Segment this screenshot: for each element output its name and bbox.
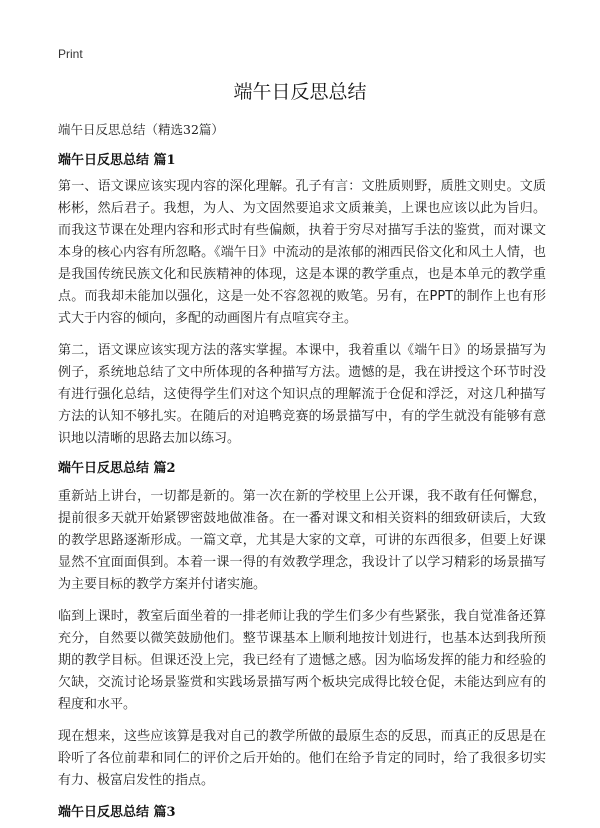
paragraph: 第二，语文课应该实现方法的落实掌握。本课中，我着重以《端午日》的场景描写为例子，系统地总结了文中所体现的各种描写方法。遗憾的是，我在讲授这个环节时没有进行强化总结，这使得学生们对这个知识点的理解流于仓促和浮泛，对这几种描写方法的认知不够扎实。在随后的对追鸭竞赛的场景描写中，有的学生就没有能够有意识地以清晰的思路去加以练习。: [58, 343, 546, 446]
paragraph: 临到上课时，教室后面坐着的一排老师让我的学生们多少有些紧张，我自觉准备还算充分，自然要以微笑鼓励他们。整节课基本上顺利地按计划进行，也基本达到我所预期的教学目标。但课还没上完，我已经有了遗憾之感。因为临场发挥的能力和经验的欠缺，交流讨论场景鉴赏和实践场景描写两个板块完成得比较仓促，未能达到应有的程度和水平。: [58, 609, 546, 712]
document-subtitle: 端午日反思总结（精选32篇）: [58, 122, 224, 137]
print-link[interactable]: Print: [58, 47, 83, 61]
paragraph: 重新站上讲台，一切都是新的。第一次在新的学校里上公开课，我不敢有任何懈怠，提前很多天就开始紧锣密鼓地做准备。在一番对课文和相关资料的细致研读后，大致的教学思路逐渐形成。一篇文章，尤其是大家的文章，可讲的东西很多，但要上好课显然不宜面面俱到。本着一课一得的有效教学理念，我设计了以学习精彩的场景描写为主要目标的教学方案并付诸实施。: [58, 489, 546, 592]
paragraph: 第一、语文课应该实现内容的深化理解。孔子有言：文胜质则野，质胜文则史。文质彬彬，然后君子。我想，为人、为文固然要追求文质兼美，上课也应该以此为旨归。而我这节课在处理内容和形式时有些偏颇，执着于穷尽对描写手法的鉴赏，而对课文本身的核心内容有所忽略。《端午日》中流动的是浓郁的湘西民俗文化和风土人情，也是我国传统民族文化和民族精神的体现，这是本课的教学重点，也是本单元的教学重点。而我却未能加以强化，这是一处不容忽视的败笔。另有，在PPT的制作上也有形式大于内容的倾向，多配的动画图片有点喧宾夺主。: [58, 179, 546, 326]
section-heading-3: 端午日反思总结 篇3: [58, 805, 176, 820]
document-body: [58, 140, 546, 822]
document-title: 端午日反思总结: [233, 81, 367, 103]
paragraph: 现在想来，这些应该算是我对自己的教学所做的最原生态的反思，而真正的反思是在聆听了各位前辈和同仁的评价之后开始的。他们在给予肯定的同时，给了我很多切实有力、极富启发性的指点。: [58, 729, 546, 788]
section-heading-2: 端午日反思总结 篇2: [58, 461, 176, 476]
section-heading-1: 端午日反思总结 篇1: [58, 153, 176, 168]
